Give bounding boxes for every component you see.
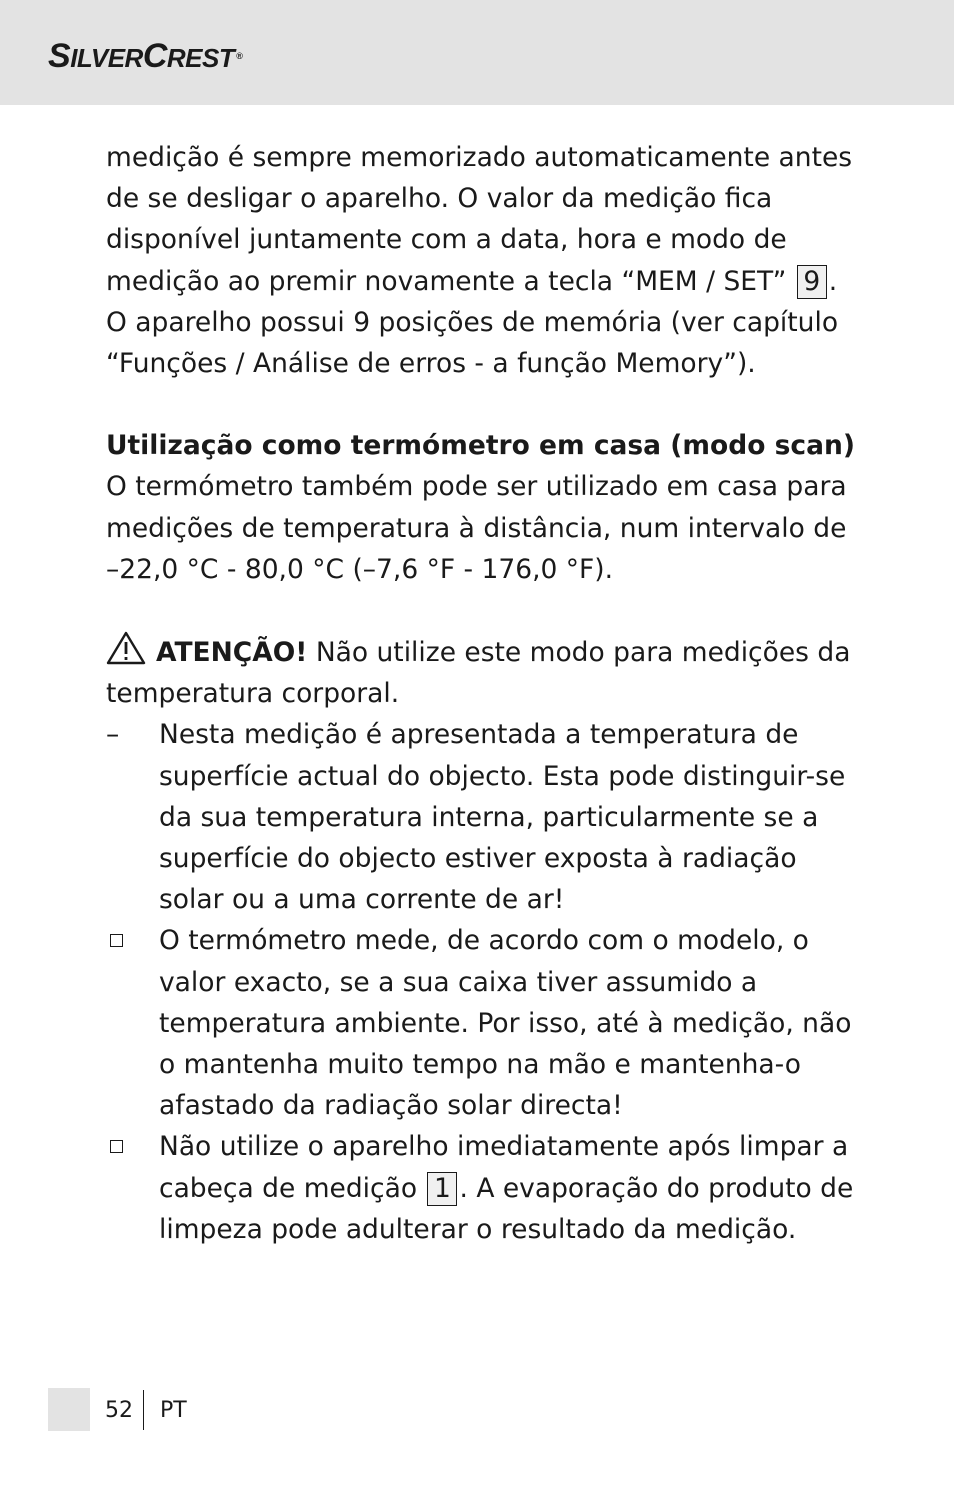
warning-label: ATENÇÃO! <box>156 637 308 669</box>
list-item-text: O termómetro mede, de acordo com o modelo, o valor exacto, se a sua caixa tiver assumido a temperatura ambiente. Por isso, até à medição, não o mantenha muito tempo na mão e mantenha-o afastado da radiação solar directa! <box>159 925 852 1122</box>
brand-logo: SILVERCREST ® <box>48 37 243 75</box>
footer-marker <box>48 1388 90 1431</box>
warning-paragraph <box>106 631 866 714</box>
list-item <box>106 714 866 920</box>
list-item <box>106 1126 866 1250</box>
warning-text: Não utilize este modo para medições da temperatura corporal. <box>106 637 851 710</box>
checkbox-bullet-icon <box>106 920 146 961</box>
footer-divider <box>143 1390 144 1430</box>
key-ref-9: 9 <box>797 265 827 299</box>
page-body <box>106 137 866 1250</box>
dash-bullet: – <box>106 719 120 751</box>
page-header <box>0 0 954 105</box>
page-number: 52 <box>105 1398 133 1423</box>
paragraph-scan-mode: O termómetro também pode ser utilizado em casa para medições de temperatura à distância, num intervalo de –22,0 °C - 80,0 °C (–7,6 °F - 176,0 °F). <box>106 471 847 585</box>
list-item-text: Nesta medição é apresentada a temperatura de superfície actual do objecto. Esta pode distinguir-se da sua temperatura interna, particularmente se a superfície do objecto estiver exposta à radiação solar ou a uma corrente de ar! <box>159 719 846 916</box>
warning-triangle-icon <box>106 631 146 665</box>
list-item <box>106 920 866 1126</box>
checkbox-bullet-icon <box>106 1126 146 1167</box>
section-heading: Utilização como termómetro em casa (modo scan) <box>106 430 855 462</box>
list-item-text: Não utilize o aparelho imediatamente após limpar a cabeça de medição 1 . A evaporação do produto de limpeza pode adulterar o resultado da medição. <box>159 1131 854 1245</box>
key-ref-1: 1 <box>427 1172 457 1206</box>
paragraph-memory: medição é sempre memorizado automaticamente antes de se desligar o aparelho. O valor da medição fica disponível juntamente com a data, hora e modo de medição ao premir novamente a tecla “MEM / SET” 9 . O aparelho possui 9 posições de memória (ver capítulo “Funções / Análise de erros - a função Memory”). <box>106 142 853 380</box>
language-code: PT <box>160 1398 187 1423</box>
